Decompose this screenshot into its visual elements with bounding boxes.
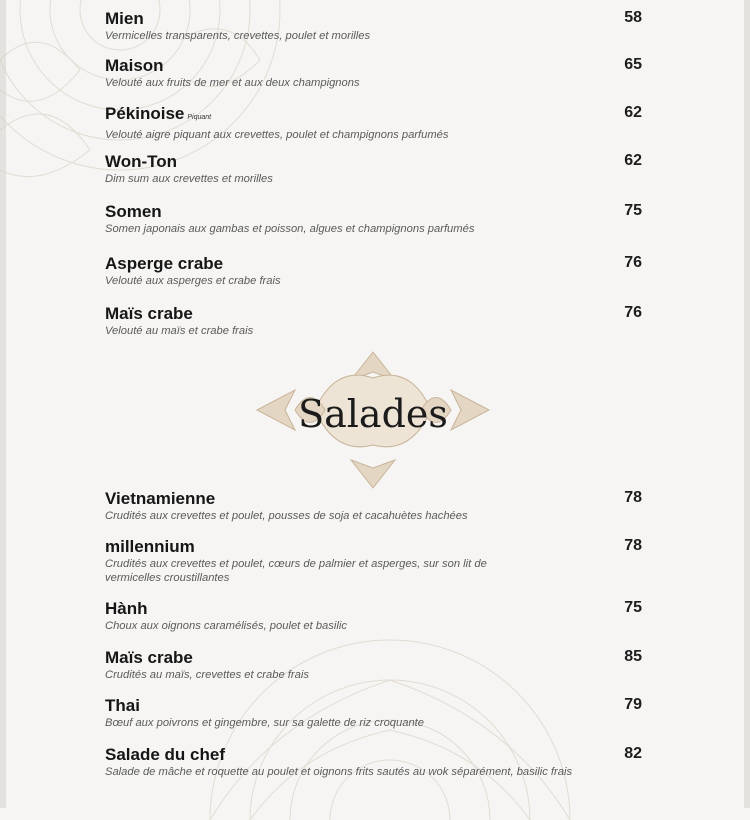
menu-item-asperge-crabe [105,254,645,288]
menu-item-mais-crabe-soup [105,304,645,338]
menu-item-somen [105,202,645,236]
item-name: Salade du chef [105,745,225,764]
item-name: Maïs crabe [105,304,193,323]
item-price: 62 [624,152,642,169]
menu-item-salade-du-chef [105,745,645,779]
item-description: Somen japonais aux gambas et poisson, algues et champignons parfumés [105,223,475,235]
item-name-row [105,104,645,128]
item-price: 76 [624,304,642,321]
item-name: Maison [105,56,164,75]
item-price: 62 [624,104,642,121]
menu-item-millennium [105,537,645,585]
item-description: Velouté aigre piquant aux crevettes, poulet et champignons parfumés [105,129,449,141]
item-description: Salade de mâche et roquette au poulet et oignons frits sautés au wok séparément, basilic frais [105,766,573,778]
menu-item-hanh [105,599,645,633]
item-price: 79 [624,696,642,713]
page-edge-right [744,0,750,808]
item-description: Crudités aux crevettes et poulet, pousses de soja et cacahuètes hachées [105,510,468,522]
item-price: 75 [624,599,642,616]
item-name: Mien [105,9,144,28]
menu-item-vietnamienne [105,489,645,523]
item-name: Hành [105,599,148,618]
item-description: Crudités aux crevettes et poulet, cœurs de palmier et asperges, sur son lit de vermicelles croustillantes [105,558,487,584]
spicy-tag: Piquant [187,114,212,121]
item-price: 82 [624,745,642,762]
menu-item-mais-crabe-salad [105,648,645,682]
item-name: Thai [105,696,140,715]
menu-item-won-ton [105,152,645,186]
item-price: 58 [624,9,642,26]
menu-item-thai [105,696,645,730]
item-description: Dim sum aux crevettes et morilles [105,173,273,185]
item-name: Won-Ton [105,152,178,171]
section-title: Salades [298,392,448,436]
item-name: Pékinoise [105,104,185,123]
menu-item-pekinoise [105,104,645,142]
item-price: 85 [624,648,642,665]
menu-item-mien [105,9,645,43]
page-edge-left [0,0,6,808]
item-description: Crudités au maïs, crevettes et crabe frais [105,669,309,681]
item-name: Maïs crabe [105,648,193,667]
item-price: 75 [624,202,642,219]
item-price: 78 [624,537,642,554]
section-header-salades [255,350,491,490]
item-description: Velouté aux asperges et crabe frais [105,275,281,287]
item-name: Asperge crabe [105,254,224,273]
item-price: 76 [624,254,642,271]
item-name: Somen [105,202,162,221]
item-description: Velouté aux fruits de mer et aux deux champignons [105,77,360,89]
menu-item-maison [105,56,645,90]
item-description: Vermicelles transparents, crevettes, poulet et morilles [105,30,371,42]
item-price: 78 [624,489,642,506]
item-price: 65 [624,56,642,73]
item-name: millennium [105,537,195,556]
item-description: Choux aux oignons caramélisés, poulet et basilic [105,620,347,632]
item-description: Velouté au maïs et crabe frais [105,325,254,337]
item-description: Bœuf aux poivrons et gingembre, sur sa galette de riz croquante [105,717,425,729]
item-name: Vietnamienne [105,489,216,508]
